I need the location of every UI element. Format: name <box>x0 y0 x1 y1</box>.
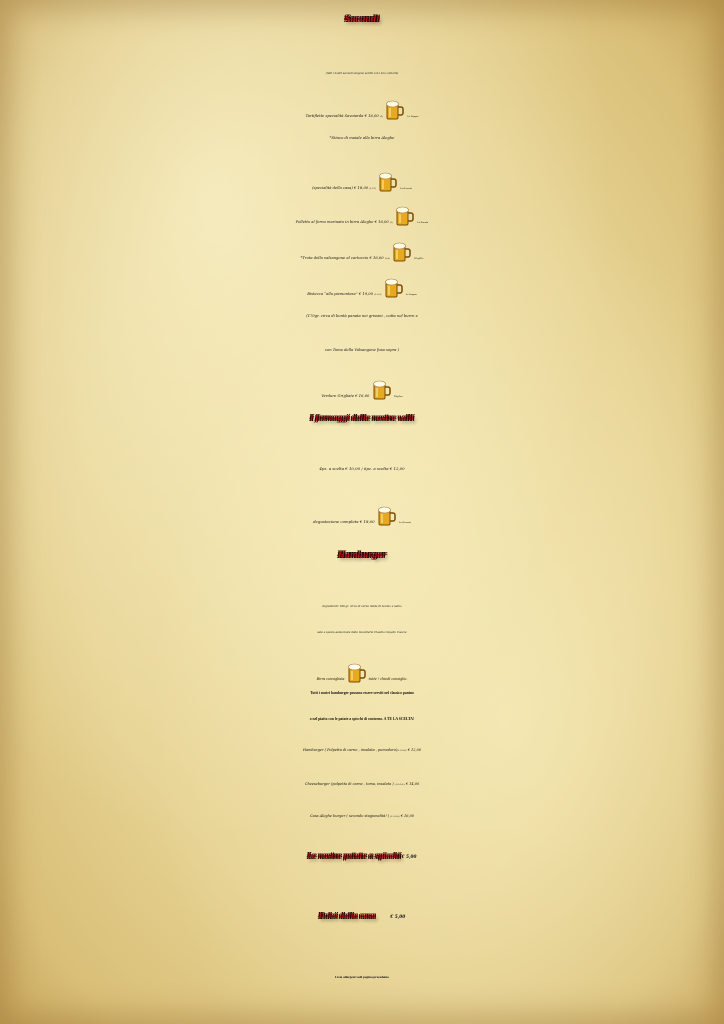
patate-price: € 5,00 <box>401 855 417 860</box>
formaggi-choice: 4pz. a scelta € 10,00 / 6pz. a scelta € 12,00 <box>319 466 405 471</box>
burger-name: Cheeseburger (polpetta di carne , toma, insalata ) <box>304 782 394 786</box>
dish-price: € 16,00 <box>355 394 370 398</box>
beer-mug-icon <box>396 206 414 226</box>
dish-allergens: (1-13) <box>369 187 376 190</box>
dish-name: Polletto al forno marinato in birra Aleghe <box>295 220 374 224</box>
dolci-row <box>0 912 724 920</box>
beer-pairing: WhyZen <box>393 395 403 398</box>
beer-pairing: La Bionda <box>417 221 429 224</box>
dish-verdure <box>0 380 724 400</box>
burger-item <box>0 782 724 786</box>
beer-advice <box>0 663 724 683</box>
burger-name: Casa Aleghe burger ( secondo stagionalità! ) <box>309 814 390 818</box>
beer-pairing: La Brusatà <box>400 187 412 190</box>
dish-name: Bistecca “alla piemontese” <box>307 292 358 296</box>
allergen-footer: Lista allergeni vedi pagina precedente <box>335 975 389 979</box>
beer-advice-label: Birra consigliata <box>316 677 345 681</box>
dish-name: (specialità della casa) <box>312 186 353 190</box>
beer-mug-icon <box>379 172 397 192</box>
dish-name: Verdure Grigliate <box>321 394 355 398</box>
dish-name: Tartiflette specialità Savoiarda <box>305 114 364 118</box>
beer-mug-icon <box>348 663 366 683</box>
beer-mug-icon <box>378 506 396 526</box>
dish-name: *Trota della valsangone al cartoccio <box>300 256 369 260</box>
dish-allergens: (1) <box>389 221 393 224</box>
hamburger-title: Hamburger <box>338 550 386 559</box>
burger-allergens: (1-2-3-6-) <box>394 783 405 786</box>
beer-pairing: La Doppio <box>405 293 417 296</box>
dish-trota <box>0 242 724 262</box>
formaggi-tasting <box>0 506 724 526</box>
hamburger-ingredients-1: Ingredienti: 180 gr. circa di carne mista di bovino e suino <box>322 604 402 608</box>
dish-price: € 16,00 <box>374 220 389 224</box>
beer-pairing: La Brusatà <box>399 521 411 524</box>
dish-bistecca <box>0 278 724 298</box>
hamburger-notice-2: o nel piatto con le patate a spicchi di contorno. A TE LA SCELTA! <box>309 717 415 721</box>
dish-stinco: *Stinco di maiale alla birra Aleghe <box>329 136 395 140</box>
dish-allergens: (1-2-3) <box>374 293 382 296</box>
tasting-label: degustazione completa € 18,00 <box>313 519 375 524</box>
dish-allergens: (2-4) <box>384 257 390 260</box>
dolci-price: € 5,00 <box>390 915 406 920</box>
beer-mug-icon <box>393 242 411 262</box>
formaggi-title: I formaggi delle nostre valli <box>310 414 414 422</box>
dish-bistecca-desc-2: con Toma della Valsangone fusa sopra ) <box>324 348 400 352</box>
secondi-title: Secondi <box>344 14 380 23</box>
patate-title: Le nostre patate a spicchi <box>307 852 401 860</box>
burger-item <box>0 814 724 818</box>
dish-allergens: (2) <box>379 115 383 118</box>
burger-price: € 14,00 <box>405 782 420 786</box>
dish-price: € 19,00 <box>358 292 373 296</box>
dolci-title: Dolci della casa <box>318 912 376 920</box>
beer-advice-text: tutte ! chiedi consiglio. <box>368 677 408 681</box>
burger-price: € 12,00 <box>407 748 422 752</box>
beer-mug-icon <box>385 278 403 298</box>
beer-mug-icon <box>386 100 404 120</box>
dish-price: € 18,00 <box>354 186 369 190</box>
secondi-note: (tutti i nostri secondi vengono serviti con i loro contorni) <box>325 72 399 75</box>
burger-allergens: (1-2-3-6) <box>397 749 407 752</box>
beer-pairing: WhyZEn <box>414 257 424 260</box>
dish-price: € 16,00 <box>369 256 384 260</box>
beer-pairing: La Doppio <box>407 115 419 118</box>
burger-price: € 16,00 <box>400 814 415 818</box>
beer-mug-icon <box>373 380 391 400</box>
burger-allergens: (1-2-3-6) <box>390 815 400 818</box>
dish-stinco-detail <box>0 172 724 192</box>
burger-item <box>0 748 724 752</box>
dish-tartiflette <box>0 100 724 120</box>
dish-polletto <box>0 206 724 226</box>
dish-bistecca-desc-1: (170gr. circa di bontà panata nei grissini , cotta nel burro e <box>306 314 418 318</box>
dish-price: € 16,00 <box>364 114 379 118</box>
hamburger-notice-1: Tutti i nostri hamburger possono essere serviti nel classico panino <box>310 691 414 695</box>
patate-row <box>0 852 724 860</box>
hamburger-ingredients-2: sale e spezie,selezonate dalla macelleria Claudio Capello Coazze <box>317 630 407 634</box>
burger-name: Hamburger ( Polpetta di carne , insalata , pomodoro) <box>302 748 398 752</box>
